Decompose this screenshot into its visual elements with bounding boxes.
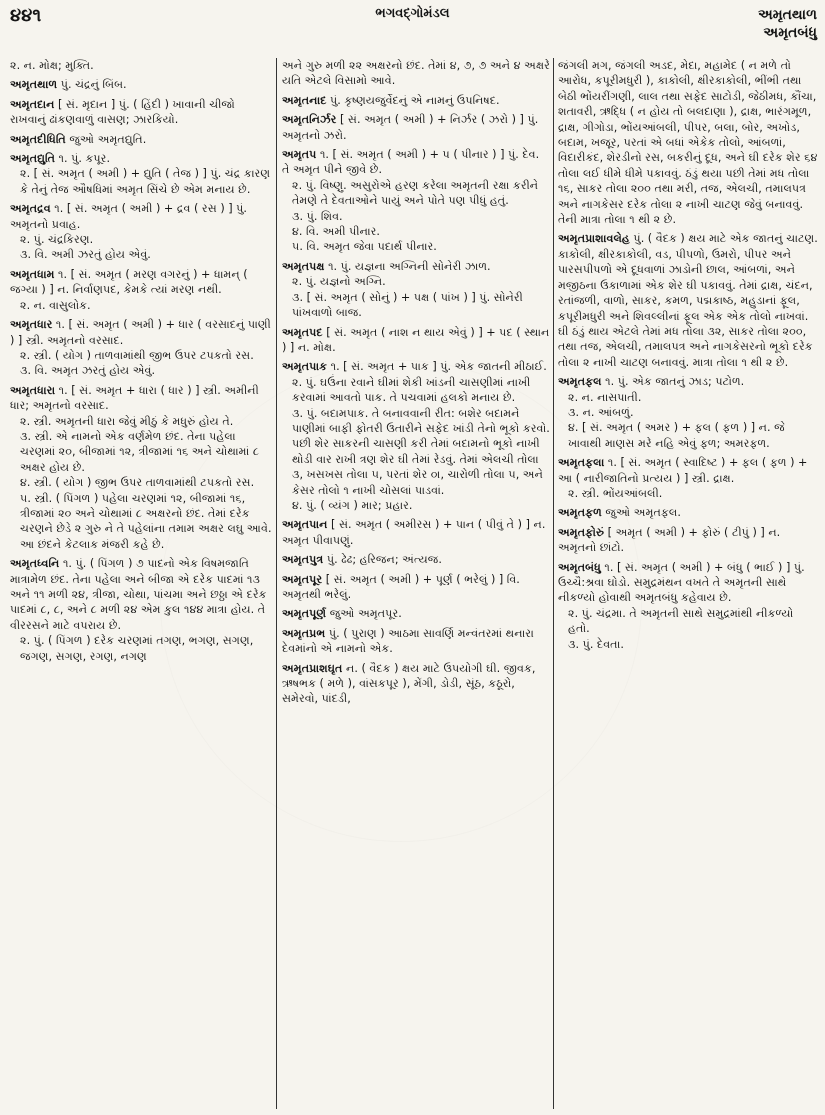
entry-body (282, 606, 550, 621)
sense-item: ૨. સ્ત્રી. અમૃતની ધારા જેવું મીઠું કે મધુરું હોય તે. (20, 414, 234, 428)
dictionary-entry (558, 505, 818, 520)
definition-text: ૧. [ સં. અમૃત ( મરણ વગરનું ) + ધામન્ ( જગ્યા ) ] ન. નિર્વાણપદ, કેમકે ત્યાં મરણ નથી. (10, 267, 248, 297)
entry-body (558, 525, 818, 556)
sense-item: ૪. પું. ( વ્યંગ ) માર; પ્રહાર. (292, 498, 413, 512)
definition-text: ૨. ન. મોક્ષ; મુક્તિ. (10, 59, 94, 72)
sense-item: ૨. પું. ઘઉંના રવાને ઘીમાં શેકી ખાંડની ચાસણીમાં નાખી કરવામાં આવતો પાક. તે પચવામાં હલકો મનાય છે. (292, 375, 531, 405)
entry-body (10, 97, 272, 128)
sense-item: ૨. પું. ( પિંગળ ) દરેક ચરણમાં તગણ, ભગણ, સગણ, જગણ, સગણ, રગણ, નગણ (20, 634, 254, 663)
headword: અમૃતદ્રવ (10, 202, 51, 216)
definition-text: ૧. [ સં. અમૃત + પાક ] પું. એક જાતની મીઠાઈ. (327, 360, 547, 374)
dictionary-entry (10, 132, 272, 147)
dictionary-entry (558, 560, 818, 652)
headword: અમૃતધામ (10, 267, 55, 281)
entry-body (558, 58, 818, 227)
dictionary-entry (10, 267, 272, 313)
sense-item: ૩. વિ. અમી ઝરતું હોય એવું. (20, 248, 151, 262)
headword: અમૃતપૂર (282, 572, 323, 586)
dictionary-entry (282, 112, 550, 143)
headword: અમૃતપુત્ર (282, 553, 324, 567)
dictionary-entry (558, 58, 818, 227)
entry-body (10, 267, 272, 298)
dictionary-entry (282, 58, 550, 89)
definition-text: [ સં. મૃદાન ] પું. ( હિંદી ) ખાવાની ચીજો રાખવાનું ઢાંકણવાળું વાસણ; ઝારકિયો. (10, 97, 235, 127)
sense-item: ૨. સ્ત્રી. ભોંયઆંબલી. (568, 486, 663, 500)
headword: અમૃતદ્યુતિ (10, 152, 55, 166)
entry-body (282, 325, 550, 356)
entry-body (282, 572, 550, 603)
dictionary-entry (10, 77, 272, 92)
sense-item: ૫. વિ. અમૃત જેવા પદાર્થ પીનાર. (292, 240, 437, 254)
dictionary-entry (558, 455, 818, 501)
dictionary-entry (282, 606, 550, 621)
dictionary-entry (558, 525, 818, 556)
sense-item: ૨. સ્ત્રી. ( યોગ ) તાળવામાંથી જીભ ઉપર ટપકતો રસ. (20, 348, 254, 362)
definition-text: પું. કૃષ્ણયજુર્વેદનું એ નામનું ઉપનિષદ. (326, 93, 500, 107)
dictionary-entry (282, 325, 550, 356)
sense-item: ૩. પું. શિવ. (292, 209, 343, 223)
dictionary-entry (558, 374, 818, 451)
dictionary-entry (10, 201, 272, 263)
sense-item: ૩. [ સં. અમૃત ( સોનું ) + પક્ષ ( પાંખ ) ] પું. સોનેરી પાંખવાળો બાજ. (292, 290, 523, 320)
headword: અમૃતફલ (558, 375, 602, 389)
page-header (0, 0, 825, 44)
dictionary-entry (282, 552, 550, 567)
guide-word-last: અમૃતબંધુ (763, 25, 817, 41)
headword: અમૃતપૂર્ણ (282, 607, 327, 621)
entry-body (10, 58, 272, 73)
headword: અમૃતપ્રાશઘૃત (282, 661, 343, 675)
entry-body (558, 560, 818, 606)
sense-item: ૪. વિ. અમી પીનાર. (292, 225, 380, 239)
definition-text: અને ગુરુ મળી ૨૨ અક્ષરનો છંદ. તેમાં ૪, ૭, ૭ અને ૪ અક્ષરે યતિ એટલે વિસામો આવે. (282, 59, 550, 88)
column-3 (558, 58, 818, 1111)
headword: અમૃતપ (282, 148, 317, 162)
headword: અમૃતફલા (558, 456, 605, 470)
dictionary-entry (282, 517, 550, 548)
sense-item: ૨. પું. ચંદ્રકિરણ. (20, 233, 94, 247)
entry-body (558, 231, 818, 370)
entry-body (282, 661, 550, 707)
headword: અમૃતદાન (10, 97, 55, 111)
entry-body (10, 383, 272, 414)
headword: અમૃતદીધિતિ (10, 132, 66, 146)
definition-text: ૧. પું. કપૂર. (55, 152, 111, 166)
definition-text: ૧. પું. ( પિંગળ ) ૭ પાદનો એક વિષમજાતિ માત્રામેળ છંદ. તેના પહેલા અને બીજા એ દરેક પાદમાં ૧૩ અને ૧૧ મળી ૨૪, ત્રીજા, ચોથા, પાંચમા અને છઠ્ઠા એ દરેક પાદમાં ૮, ૮, અને ૮ મળી ૨૪ એમ કુલ ૧૪૪ માત્રા હોય. તે વીરરસને માટે વપરાય છે. (10, 557, 267, 632)
dictionary-entry (10, 317, 272, 379)
dictionary-entry (282, 661, 550, 707)
definition-text: [ સં. અમૃત ( નાશ ન થાય એવું ) ] + પદ ( સ્થાન ) ] ન. મોક્ષ. (282, 325, 550, 354)
definition-text: ૧. [ સં. અમૃત ( અમી ) + ધાર ( વરસાદનું પાણી ) ] સ્ત્રી. અમૃતનો વરસાદ. (10, 318, 271, 347)
definition-text: ૧. [ સં. અમૃત + ધારા ( ધાર ) ] સ્ત્રી. અમીની ધાર; અમૃતનો વરસાદ. (10, 383, 259, 413)
column-1 (10, 58, 272, 1111)
definition-text: [ અમૃત ( અમી ) + ફોરું ( ટીપું ) ] ન. અમૃતનો છાંટો. (558, 525, 781, 555)
headword: અમૃતધ્વનિ (10, 557, 60, 571)
entry-body (10, 556, 272, 633)
sense-item: ૪. [ સં. અમૃત ( અમર ) + ફલ ( ફળ ) ] ન. જે ખાવાથી માણસ મરે નહિ એવું ફળ; અમરફળ. (568, 421, 785, 450)
dictionary-entry (282, 626, 550, 657)
headword: અમૃતનિર્ઝર (282, 113, 337, 127)
entry-body (282, 58, 550, 89)
headword: અમૃતધારા (10, 383, 56, 397)
dictionary-entry (10, 97, 272, 128)
dictionary-entry (282, 359, 550, 513)
sense-item: ૨. પું. વિષ્ણુ. અસુરોએ હરણ કરેલા અમૃતની રક્ષા કરીને તેમણે તે દેવતાઓને પાયું અને પોતે પણ પીધું હતું. (292, 178, 539, 208)
definition-text: ૧. [ સં. અમૃત ( અમી ) + પ ( પીનાર ) ] પું. દેવ. તે અમૃત પીને જીવે છે. (282, 148, 540, 177)
sense-item: ૨. પું. યજ્ઞનો અગ્નિ. (292, 275, 386, 289)
headword: અમૃતપદ (282, 325, 323, 339)
definition-text: પું. ( વૈદક ) ક્ષય માટે એક જાતનું ચાટણ. કાકોલી, ક્ષીરકાકોલી, વડ, પીપળો, ઉમરો, પીપર અને પારસપીપળો એ દૂધવાળાં ઝાડોની છાલ, આંબળાં, અને મજીઠના ઉકાળામાં એક શેર ઘી પકાવવું. તેમાં દ્રાક્ષ, ચંદન, રતાંજળી, વાળો, સાકર, કમળ, પદ્મકાષ્ઠ, મહુડાનાં ફૂલ, કપૂરીમધુરી અને શિવલ્લીનાં ફૂલ એક એક તોલો નાખવાં. ઘી ઠંડું થાય એટલે તેમાં મધ તોલા ૩૨, સાકર તોલા ૨૦૦, તથા તજ, એલચી, તમાલપત્ર અને નાગકેસરનો ભૂકો દરેક તોલા ૨ નાખી ચાટણ બનાવવું. માત્રા તોલા ૧ થી ૨ છે. (558, 232, 818, 369)
entry-body (10, 77, 272, 92)
dictionary-entry (282, 259, 550, 321)
headword: અમૃતફોરું (558, 525, 605, 539)
definition-text: જંગલી મગ, જંગલી અડદ, મેદા, મહામેદ ( ન મળે તો આરોધ, કપૂરીમધુરી ), કાકોલી, ક્ષીરકાકોલી, ભીંભી તથા બેઠી ભોંયરીંગણી, લાલ તથા સફેદ સાટોડી, જેઠીમધ, કૌંચા, શતાવરી, ઋદ્ધિ ( ન હોય તો બલદાણા ), દ્રાક્ષ, ભારંગમૂળ, દ્રાક્ષ, ગીગોડા, ભોંયઆંબલી, પીપર, બલા, બોર, અખોડ, બદામ, ખજૂર, પરતાં એ બધાં એકેક તોલો, આંબળાં, વિદારીકંદ, શેરડીનો રસ, બકરીનું દૂધ, અને ઘી દરેક શેર ૬૪ તોલા લઈ ધીમે ધીમે પકાવવું. ઠંડું થયા પછી તેમાં મધ તોલા ૧૬, સાકર તોલા ૨૦૦ તથા મરી, તજ, એલચી, તમાલપત્ર અને નાગકેસર દરેક તોલા ૨ નાખી ચાટણ જેવું બનાવવું. તેની માત્રા તોલા ૧ થી ૨ છે. (558, 59, 818, 227)
column-2 (282, 58, 550, 1111)
entry-body (10, 201, 272, 232)
definition-text: [ સં. અમૃત ( અમી ) + પૂર્ણ ( ભરેલું ) ] વિ. અમૃતથી ભરેલું. (282, 572, 520, 601)
entry-body (10, 151, 272, 166)
definition-text: જુઓ અમૃતપૂર. (326, 607, 402, 621)
dictionary-entry (282, 572, 550, 603)
entry-body (282, 517, 550, 548)
headword: અમૃતપ્રાશાવલેહ (558, 232, 630, 246)
definition-text: ૧. [ સં. અમૃત ( સ્વાદિષ્ટ ) + ફલ ( ફળ ) + આ ( નારીજાતિનો પ્રત્યય ) ] સ્ત્રી. દ્રાક્ષ. (558, 456, 808, 485)
sense-item: ૨. ન. નાસપાતી. (568, 390, 642, 404)
sense-item: ૨. [ સં. અમૃત ( અમી ) + દ્યુતિ ( તેજ ) ] પું. ચંદ્ર કારણ કે તેનું તેજ ઔષધિમાં અમૃત સિંચે છે એમ મનાય છે. (20, 167, 271, 196)
definition-text: જુઓ અમૃતફલ. (601, 506, 681, 520)
dictionary-entry (558, 231, 818, 370)
definition-text: પું. ચંદ્રનું બિંબ. (57, 78, 127, 92)
definition-text: ૧. પું. એક જાતનું ઝાડ; પટોળ. (601, 375, 745, 389)
sense-item: ૩. સ્ત્રી. એ નામનો એક વર્ણમેળ છંદ. તેના પહેલા ચરણમાં ૨૦, બીજામાં ૧૨, ત્રીજામાં ૧૬ અને ચોથામાં ૮ અક્ષર હોય છે. (20, 429, 259, 474)
definition-text: ન. ( વૈદક ) ક્ષય માટે ઉપયોગી ઘી. જીવક, ઋષભક ( મળે ), વાંસકપૂર ), મેંગી, ડોડી, સૂંઠ, કઠૂરો, સમેરવો, પાંદડી, (282, 661, 536, 706)
headword: અમૃતબંધુ (558, 560, 601, 574)
headword: અમૃતપ્રભ (282, 626, 326, 640)
dictionary-entry (10, 556, 272, 664)
page-number: ૪૪૧ (10, 5, 42, 26)
definition-text: ૧. [ સં. અમૃત ( અમી ) + બંધુ ( ભાઈ ) ] પું. ઉચ્ચૈ:શ્રવા ઘોડો. સમુદ્રમંથન વખતે તે અમૃતની સાથે નીકળ્યો હોવાથી અમૃતબંધુ કહેવાય છે. (558, 560, 805, 605)
definition-text: ૧. પું. યજ્ઞના અગ્નિની સોનેરી ઝાળ. (324, 259, 491, 273)
sense-item: ૩. પું. દેવતા. (568, 637, 624, 651)
entry-body (10, 132, 272, 147)
dictionary-entry (282, 147, 550, 255)
sense-item: ૩. વિ. અમૃત ઝરતું હોય એવું. (20, 364, 156, 378)
column-rule-2 (553, 58, 554, 1109)
entry-body (282, 626, 550, 657)
dictionary-entry (10, 383, 272, 552)
headword: અમૃતધાર (10, 318, 53, 332)
column-rule-1 (276, 58, 277, 1109)
dictionary-entry (282, 93, 550, 108)
entry-body (10, 317, 272, 348)
entry-body (282, 93, 550, 108)
definition-text: જુઓ અમૃતદ્યુતિ. (65, 132, 147, 146)
headword: અમૃતથાળ (10, 78, 58, 92)
entry-body (282, 147, 550, 178)
definition-text: [ સં. અમૃત ( અમી ) + નિર્ઝર ( ઝરો ) ] પું. અમૃતનો ઝરો. (282, 113, 539, 142)
definition-text: [ સં. અમૃત ( અમીરસ ) + પાન ( પીવું તે ) ] ન. અમૃત પીવાપણું. (282, 518, 546, 547)
entry-body (282, 359, 550, 374)
headword: અમૃતપક્ષ (282, 259, 325, 273)
sense-item: ૩. પું. બદામપાક. તે બનાવવાની રીત: બશેર બદામને પાણીમાં બાફી ફોતરી ઉતારીને સફેદ ખાંડી તેનો ભૂકો કરવો. પછી શેર સાકરની ચાસણી કરી તેમાં બદામનો ભૂકો નાખી થોડી વાર રાખી ત્રણ શેર ઘી તેમાં રેડવું. તેમાં એલચી તોલા ૩, ખસખસ તોલા ૫, પરતાં શેર ૦।, ચારોળી તોલા ૫, અને કેસર તોલો ૧ નાખી ચોસલાં પાડવાં. (292, 406, 550, 497)
entry-body (282, 112, 550, 143)
sense-item: ૫. સ્ત્રી. ( પિંગળ ) પહેલા ચરણમાં ૧૨, બીજામાં ૧૬, ત્રીજામાં ૨૦ અને ચોથામાં ૮ અક્ષરનો છંદ. તેમાં દરેક ચરણને છેડે ૨ ગુરુ ને તે પહેલાંના તમામ અક્ષર લઘુ આવે. આ છંદને કેટલાક મંજરી કહે છે. (20, 491, 272, 551)
entry-body (282, 259, 550, 274)
entry-body (282, 552, 550, 567)
definition-text: પું. ( પુરાણ ) આઠમા સાવર્ણિ મન્વંતરમાં થનારા દેવમાંનો એ નામનો એક. (282, 626, 534, 656)
guide-words (758, 6, 817, 42)
definition-text: ૧. [ સં. અમૃત ( અમી ) + દ્રવ ( રસ ) ] પું. અમૃતનો પ્રવાહ. (10, 202, 247, 231)
dictionary-entry (10, 151, 272, 197)
sense-item: ૨. પું. ચંદ્રમા. તે અમૃતની સાથે સમુદ્રમાંથી નીકળ્યો હતો. (568, 606, 794, 636)
headword: અમૃતફળ (558, 506, 602, 520)
entry-body (558, 455, 818, 486)
sense-item: ૪. સ્ત્રી. ( યોગ ) જીભ ઉપર તાળવામાંથી ટપકતો રસ. (20, 476, 255, 490)
dictionary-entry (10, 58, 272, 73)
headword: અમૃતપાન (282, 518, 328, 532)
dictionary-title: ભગવદ્ગોમંડલ (375, 6, 450, 21)
guide-word-first: અમૃતથાળ (757, 7, 817, 23)
headword: અમૃતપાક (282, 360, 328, 374)
entry-body (558, 505, 818, 520)
entry-body (558, 374, 818, 389)
sense-item: ૩. ન. આંબળું. (568, 405, 634, 419)
definition-text: પું. ઢેઢ; હરિજન; અંત્યજ. (323, 553, 442, 567)
sense-item: ૨. ન. વાસુલોક. (20, 298, 91, 312)
headword: અમૃતનાદ (282, 93, 327, 107)
